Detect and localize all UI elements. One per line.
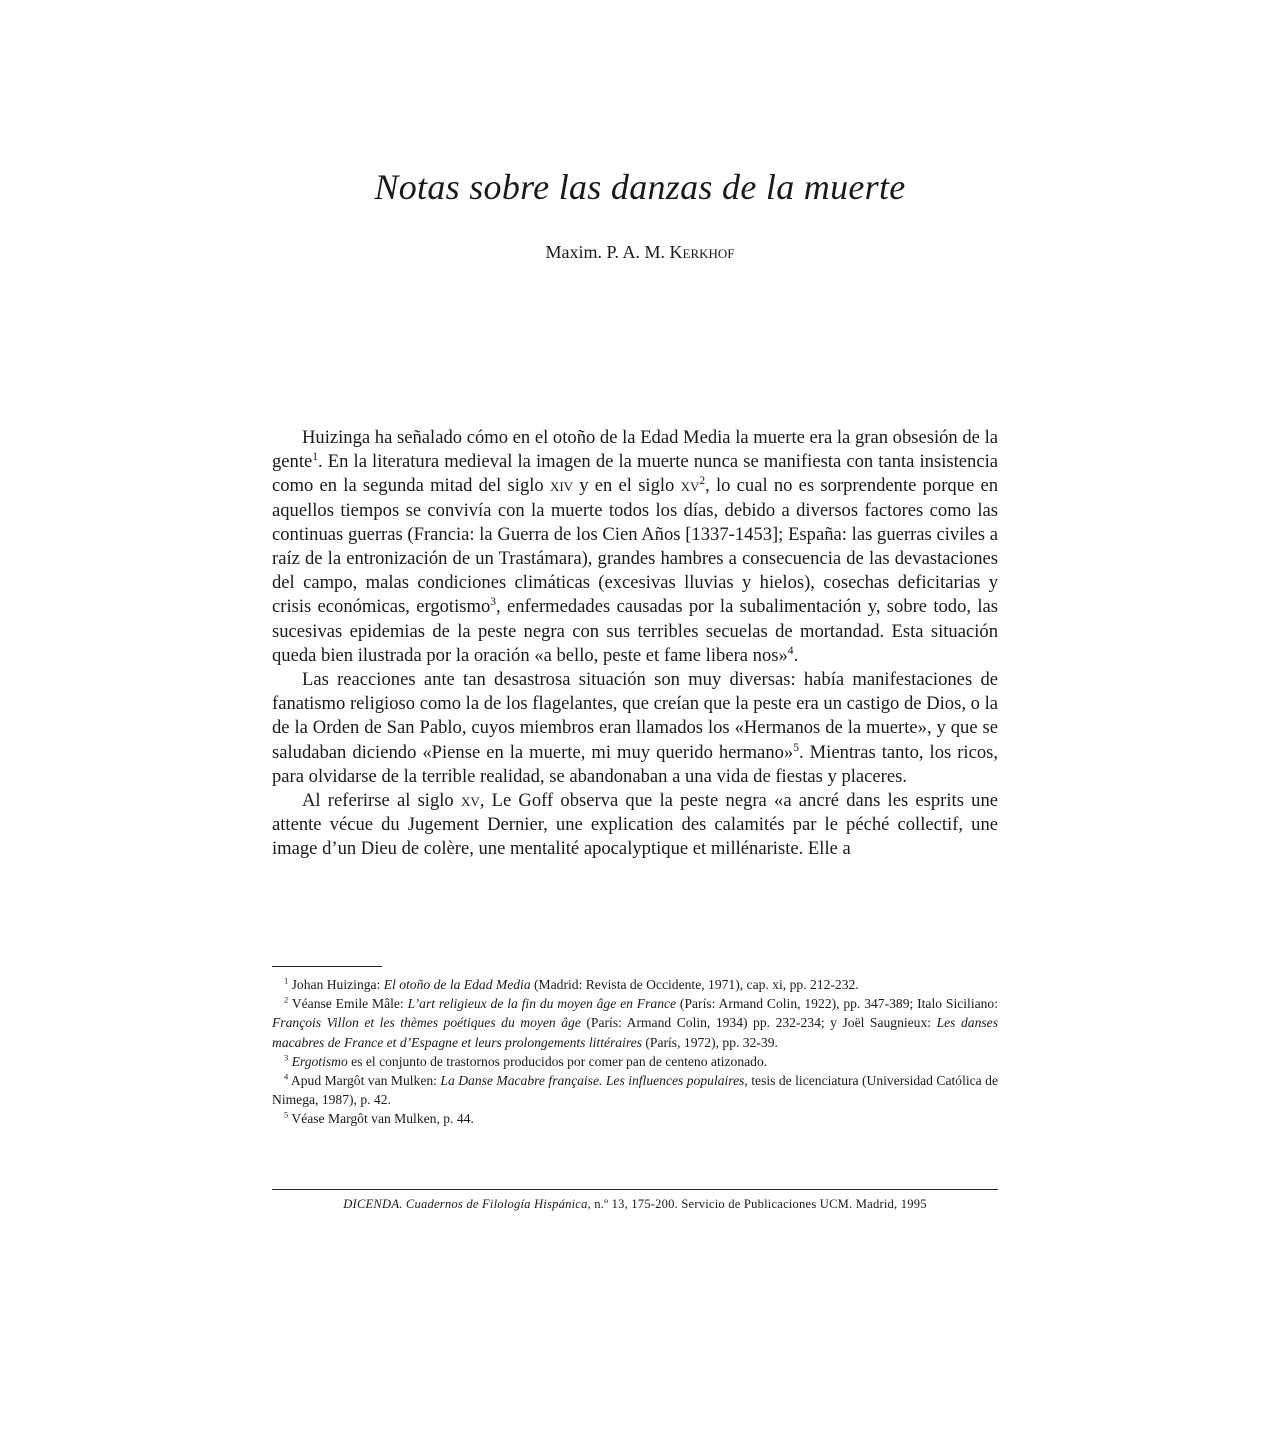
body-paragraph-3 — [272, 789, 998, 862]
footnote-number: 1 — [284, 975, 289, 986]
article-title: Notas sobre las danzas de la muerte — [374, 167, 906, 207]
defined-term: Ergotismo — [291, 1053, 348, 1069]
century-numeral: xiv — [549, 475, 574, 497]
text-run: . — [793, 644, 799, 666]
text-run: Véase Margôt van Mulken, p. 44. — [288, 1111, 474, 1127]
journal-citation: , n.º 13, 175-200. Servicio de Publicaciones UCM. Madrid, 1995 — [587, 1197, 927, 1211]
footnote-ref-5[interactable]: 5 — [793, 741, 799, 754]
text-run: es el conjunto de trastornos producidos por comer pan de centeno atizonado. — [347, 1053, 768, 1069]
footnote-number: 4 — [284, 1071, 289, 1082]
footnote-3 — [272, 1052, 998, 1071]
journal-footer — [272, 1197, 998, 1212]
footnote-number: 5 — [284, 1109, 289, 1120]
text-run: . Mientras tanto, los ricos, para olvidarse de la terrible realidad, se abandonaban a una vida de fiestas y placeres. — [272, 741, 999, 787]
text-run: , lo cual no es sorprendente porque en aquellos tiempos se convivía con la muerte todos los días, debido a diversos factores como las continuas guerras (Francia: la Guerra de los Cien Años [1337-1453]; España: las guerras civiles a raíz de la entronización de un Trastámara), grandes hambres a consecuencia de las devastaciones del campo, malas condiciones climáticas (excesivas lluvias y hielos), cosechas deficitarias y crisis económicas, ergotismo — [272, 475, 999, 618]
footnote-number: 3 — [284, 1052, 289, 1063]
text-run: Véanse Emile Mâle: — [288, 996, 408, 1012]
body-paragraph-2 — [272, 668, 998, 789]
text-run: y en el siglo — [573, 475, 681, 497]
footer-rule — [272, 1189, 998, 1190]
text-run: (París: Armand Colin, 1922), pp. 347-389; Italo Siciliano: — [676, 996, 998, 1012]
journal-name: DICENDA. Cuadernos de Filología Hispánica — [343, 1197, 588, 1211]
article-body — [272, 426, 998, 862]
work-title: Les danses macabres de France et d’Espagne et leurs prolongements littéraires — [272, 1015, 998, 1050]
footnote-separator — [272, 966, 382, 967]
work-title: La Danse Macabre française. Les influences populaires — [440, 1073, 745, 1089]
author-given-names: Maxim. P. A. M. — [545, 242, 665, 262]
text-run: . En la literatura medieval la imagen de la muerte nunca se manifiesta con tanta insistencia como en la segunda mitad del siglo — [272, 451, 998, 497]
author-surname: Kerkhof — [669, 242, 735, 262]
text-run: (París: Armand Colin, 1934) pp. 232-234; y Joël Saugnieux: — [580, 1015, 937, 1031]
footnote-1 — [272, 975, 998, 994]
footnote-ref-1[interactable]: 1 — [312, 451, 319, 464]
text-run: Las reacciones ante tan desastrosa situación son muy diversas: había manifestaciones de fanatismo religioso como la de los flagelantes, que creían que la peste era un castigo de Dios, o la de la Orden de San Pablo, cuyos miembros eran llamados los «Hermanos de la muerte», y que se saludaban diciendo «Piense en la muerte, mi muy querido hermano» — [272, 669, 998, 763]
footnote-2 — [272, 994, 998, 1052]
text-run: Johan Huizinga: — [291, 977, 384, 992]
work-title: François Villon et les thèmes poétiques du moyen âge — [272, 1015, 581, 1031]
article-author — [0, 242, 1280, 263]
century-numeral: xv — [460, 790, 480, 812]
footnote-ref-3[interactable]: 3 — [490, 596, 497, 609]
text-run: Al referirse al siglo — [302, 790, 461, 812]
footnote-ref-4[interactable]: 4 — [787, 644, 794, 657]
text-run: , Le Goff observa que la peste negra «a ancré dans les esprits une attente vécue du Jugement Dernier, une explication des calamités par le péché collectif, une image d’un Dieu de colère, une mentalité apocalyptique et millénariste. Elle a — [272, 790, 998, 860]
work-title: El otoño de la Edad Media — [383, 977, 531, 992]
text-run: (París, 1972), pp. 32-39. — [641, 1034, 778, 1050]
work-title: L’art religieux de la fin du moyen âge en France — [407, 996, 677, 1012]
text-run: Huizinga ha señalado cómo en el otoño de la Edad Media la muerte era la gran obsesión de la gente — [272, 427, 998, 473]
footnotes — [272, 975, 998, 1129]
text-run: (Madrid: Revista de Occidente, 1971), cap. xi, pp. 212-232. — [530, 977, 859, 992]
text-run: , enfermedades causadas por la subalimentación y, sobre todo, las sucesivas epidemias de la peste negra con sus terribles secuelas de mortandad. Esta situación queda bien ilustrada por la oración «a bello, peste et fame libera nos» — [272, 596, 998, 666]
text-run: , tesis de licenciatura (Universidad Católica de Nimega, 1987), p. 42. — [272, 1073, 998, 1108]
footnote-ref-2[interactable]: 2 — [699, 475, 706, 488]
footnote-5 — [272, 1109, 998, 1128]
century-numeral: xv — [680, 475, 700, 497]
text-run: Apud Margôt van Mulken: — [288, 1073, 441, 1089]
footnote-4 — [272, 1071, 998, 1109]
footnote-number: 2 — [284, 994, 289, 1005]
body-paragraph-1 — [272, 426, 998, 668]
